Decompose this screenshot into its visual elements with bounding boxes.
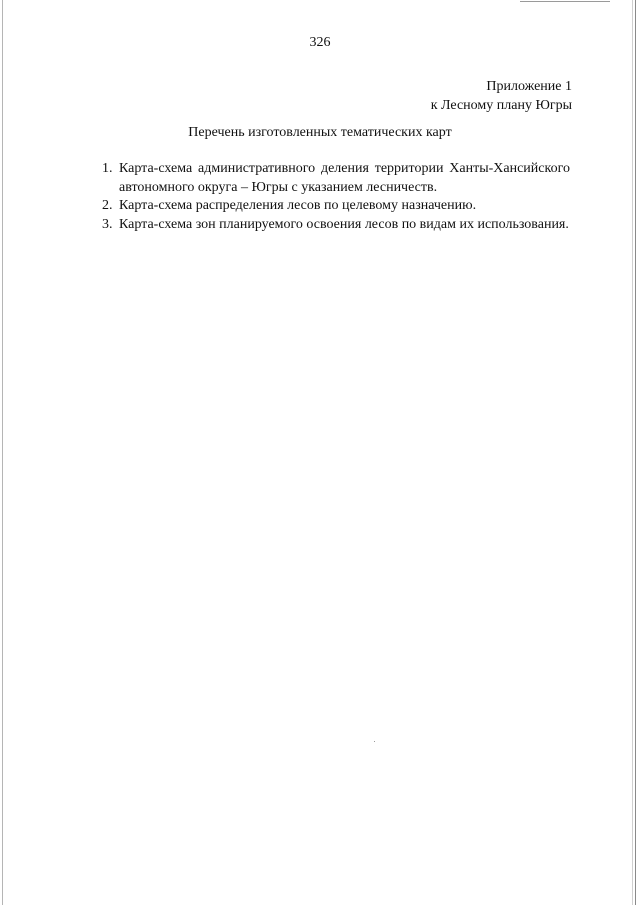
list-item-text: Карта-схема административного деления территории Ханты-Хансийского автономного округа – Югры с указанием лесничеств. <box>119 161 570 195</box>
list-item <box>102 197 570 216</box>
appendix-line-1: Приложение 1 <box>486 79 572 94</box>
list-item <box>102 160 570 197</box>
list-item-number: 3. <box>102 216 113 232</box>
appendix-header <box>431 77 572 115</box>
document-title: Перечень изготовленных тематических карт <box>188 125 452 140</box>
page-number: 326 <box>309 35 331 50</box>
list-item-number: 1. <box>102 161 113 176</box>
list-item-text: Карта-схема зон планируемого освоения лесов по видам их использования. <box>119 216 569 232</box>
maps-list <box>102 160 570 234</box>
scan-top-mark <box>520 1 610 2</box>
list-item <box>102 216 570 235</box>
appendix-line-2: к Лесному плану Югры <box>430 98 572 113</box>
scan-speck <box>374 741 375 742</box>
list-item-number: 2. <box>102 198 113 213</box>
list-item-text: Карта-схема распределения лесов по целевому назначению. <box>119 198 477 213</box>
